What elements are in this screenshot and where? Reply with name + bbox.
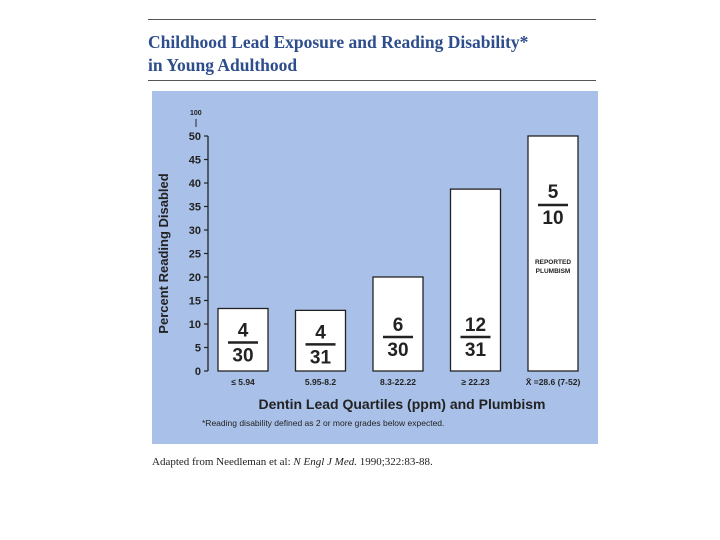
bar-fraction-numerator: 4 — [237, 320, 249, 342]
title-line-1: Childhood Lead Exposure and Reading Disability* — [148, 32, 529, 52]
y-tick-label: 50 — [188, 131, 201, 143]
chart-title — [148, 31, 596, 77]
x-tick-label: 8.3-22.22 — [380, 377, 416, 387]
bar-fraction-denominator: 30 — [387, 340, 409, 361]
bar-fraction-numerator: 6 — [392, 315, 404, 336]
x-tick-label: ≥ 22.23 — [461, 377, 490, 387]
y-tick-label: 10 — [188, 319, 201, 331]
y-tick-label: 5 — [194, 342, 201, 355]
source-citation — [152, 456, 433, 468]
bar-fraction-numerator: 5 — [547, 182, 559, 203]
title-rule-top — [148, 19, 596, 20]
y-axis-break-label: 100 — [190, 110, 202, 117]
y-tick-label: 20 — [188, 272, 201, 284]
y-tick-label: 25 — [188, 248, 201, 261]
bar-chart — [152, 91, 598, 444]
x-tick-label: X̄ =28.6 (7-52) — [525, 377, 581, 387]
x-tick-label: 5.95-8.2 — [304, 377, 337, 387]
source-suffix: 1990;322:83-88. — [356, 456, 433, 468]
bar — [528, 136, 578, 371]
bar-note: PLUMBISM — [535, 268, 571, 275]
title-line-2: in Young Adulthood — [148, 55, 298, 75]
title-rule-bottom — [148, 80, 596, 81]
x-tick-label: ≤ 5.94 — [231, 377, 255, 387]
chart-panel — [152, 91, 598, 444]
bar-note: REPORTED — [534, 259, 572, 266]
y-tick-label: 45 — [188, 154, 201, 167]
y-tick-label: 0 — [194, 366, 201, 378]
bar-fraction-denominator: 31 — [464, 340, 487, 361]
bar-fraction-numerator: 4 — [315, 322, 326, 344]
chart-footnote: *Reading disability defined as 2 or more grades below expected. — [202, 418, 445, 428]
y-tick-label: 35 — [188, 201, 201, 214]
bar-fraction-numerator: 12 — [464, 315, 487, 336]
bar-fraction-denominator: 30 — [232, 345, 254, 367]
x-axis-label: Dentin Lead Quartiles (ppm) and Plumbism — [258, 396, 546, 412]
y-tick-label: 15 — [188, 295, 201, 308]
y-tick-label: 30 — [188, 225, 201, 237]
bar-fraction-denominator: 31 — [309, 347, 332, 369]
source-journal: N Engl J Med. — [293, 456, 357, 468]
bar-fraction-denominator: 10 — [542, 208, 564, 229]
y-axis-label: Percent Reading Disabled — [156, 173, 171, 334]
source-prefix: Adapted from Needleman et al: — [152, 456, 294, 468]
y-tick-label: 40 — [188, 178, 201, 190]
